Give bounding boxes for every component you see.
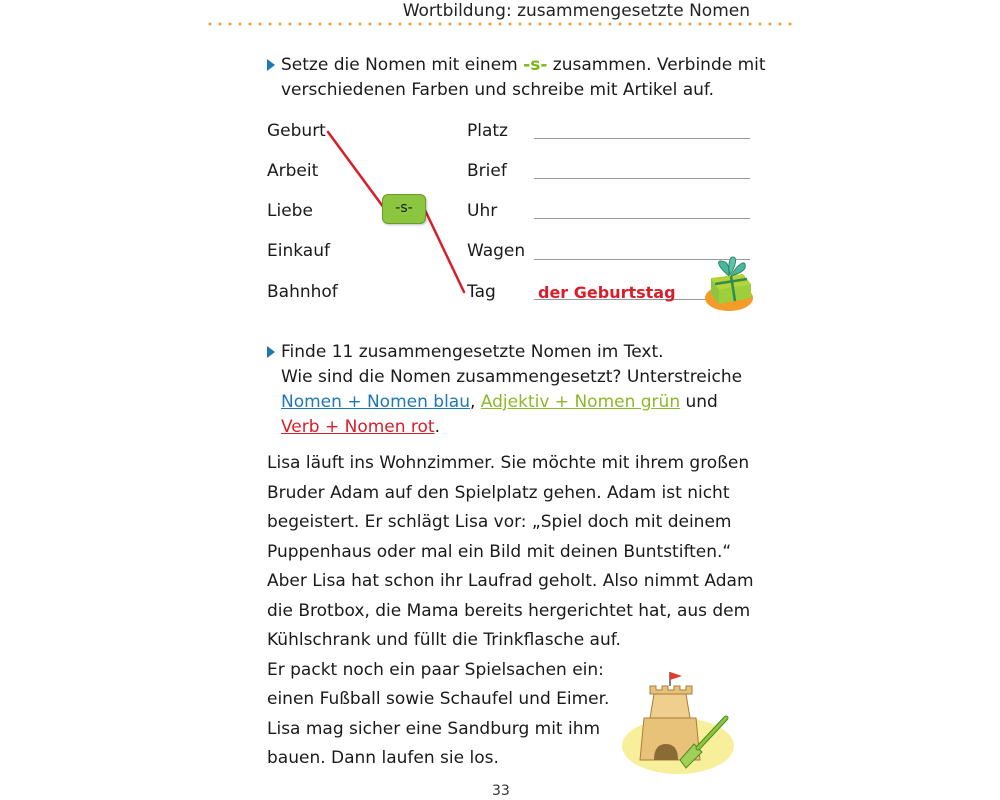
right-word-wagen: Wagen bbox=[467, 241, 526, 261]
page-number: 33 bbox=[492, 783, 510, 799]
legend-red: Verb + Nomen rot bbox=[281, 417, 435, 437]
task2-line1: Finde 11 zusammengesetzte Nomen im Text. bbox=[281, 342, 664, 362]
legend-green: Adjektiv + Nomen grün bbox=[480, 392, 681, 412]
story-line: bauen. Dann laufen sie los. bbox=[267, 748, 499, 768]
gift-box-icon bbox=[703, 252, 755, 314]
legend-sep1: , bbox=[469, 392, 481, 412]
story-line: Aber Lisa hat schon ihr Laufrad geholt. Also nimmt Adam bbox=[267, 571, 754, 591]
story-line: einen Fußball sowie Schaufel und Eimer. bbox=[267, 689, 610, 709]
task2-instruction bbox=[267, 340, 742, 440]
page-header-title: Wortbildung: zusammengesetzte Nomen bbox=[402, 1, 750, 21]
s-fugen-mark: -s- bbox=[523, 55, 548, 75]
task2-line3 bbox=[281, 390, 742, 415]
task1-line1-post: zusammen. Verbinde mit bbox=[547, 55, 766, 75]
story-line: Kühlschrank und füllt die Trinkflasche auf. bbox=[267, 630, 621, 650]
left-word-liebe: Liebe bbox=[267, 201, 313, 221]
s-connector-box: -s- bbox=[382, 194, 426, 224]
left-word-einkauf: Einkauf bbox=[267, 241, 330, 261]
task2-line2: Wie sind die Nomen zusammengesetzt? Unterstreiche bbox=[281, 367, 743, 387]
task2-line4 bbox=[281, 415, 742, 440]
task1-line2: verschiedenen Farben und schreibe mit Artikel auf. bbox=[281, 80, 715, 100]
story-line: Lisa läuft ins Wohnzimmer. Sie möchte mit ihrem großen bbox=[267, 453, 750, 473]
story-line: Lisa mag sicher eine Sandburg mit ihm bbox=[267, 718, 601, 739]
triangle-bullet-icon bbox=[267, 346, 275, 358]
legend-end: . bbox=[434, 417, 441, 437]
task1-line1-pre: Setze die Nomen mit einem bbox=[281, 55, 524, 75]
story-line: Er packt noch ein paar Spielsachen ein: bbox=[267, 659, 604, 680]
right-word-tag: Tag bbox=[467, 282, 496, 302]
sandcastle-shovel-icon bbox=[620, 668, 740, 778]
right-word-uhr: Uhr bbox=[467, 201, 498, 221]
left-word-bahnhof: Bahnhof bbox=[267, 282, 338, 302]
story-line: Puppenhaus oder mal ein Bild mit deinen Buntstiften.“ bbox=[267, 541, 732, 562]
right-word-brief: Brief bbox=[467, 161, 507, 181]
story-line: Bruder Adam auf den Spielplatz gehen. Adam ist nicht bbox=[267, 482, 730, 503]
story-line: begeistert. Er schlägt Lisa vor: „Spiel doch mit deinem bbox=[267, 512, 732, 532]
example-answer: der Geburtstag bbox=[538, 283, 676, 302]
legend-blue: Nomen + Nomen blau bbox=[281, 392, 470, 412]
left-word-geburt: Geburt bbox=[267, 121, 326, 141]
left-word-arbeit: Arbeit bbox=[267, 161, 319, 181]
legend-sep2: und bbox=[680, 392, 718, 412]
right-word-platz: Platz bbox=[467, 121, 508, 141]
story-line: die Brotbox, die Mama bereits hergerichtet hat, aus dem bbox=[267, 600, 751, 621]
